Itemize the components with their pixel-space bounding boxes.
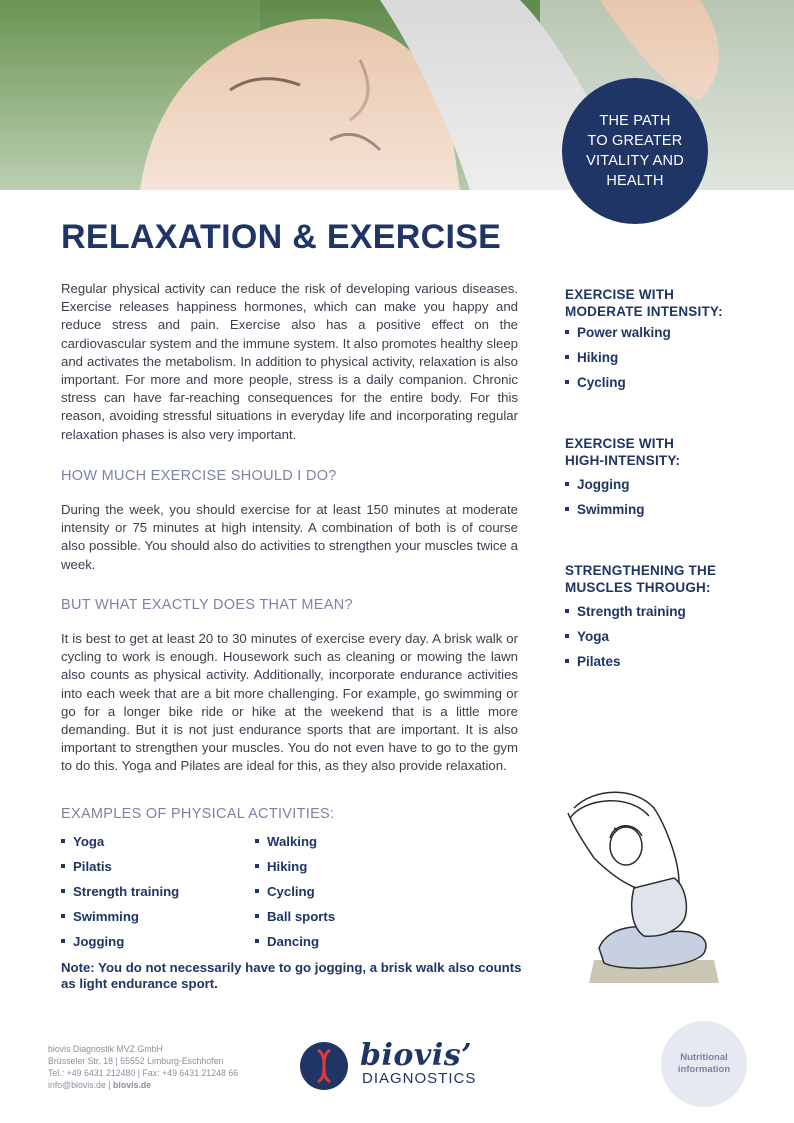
list-item: Yoga <box>565 628 686 653</box>
list-item: Strength training <box>61 883 179 908</box>
logo-wordmark: biovis’ <box>360 1038 473 1073</box>
list-item: Hiking <box>255 858 335 883</box>
list-item: Walking <box>255 833 335 858</box>
company-contact <box>48 1079 238 1091</box>
sidebar-heading-moderate <box>565 286 755 320</box>
sidebar-list-strength <box>565 603 686 678</box>
section-heading-how-much: HOW MUCH EXERCISE SHOULD I DO? <box>61 468 337 484</box>
list-item: Swimming <box>61 908 179 933</box>
section-text-how-much: During the week, you should exercise for at least 150 minutes at moderate intensity or 75 minutes at high intensity. A combination of both is of course also possible. You should also do activities to strengthen your muscles twice a week. <box>61 502 518 572</box>
section-text-what-means: It is best to get at least 20 to 30 minutes of exercise every day. A brisk walk or cycling to work is enough. Housework such as cleaning or mowing the lawn also counts as physical activity. Additionally, incorporate endurance activities into each week that are a bit more challenging. For example, go swimming or go for a longer bike ride or hike at the weekend that is a little more demanding. But it is not just endurance sports that are important. It is also important to strengthen your muscles. You do not even have to go to the gym to do this. Yoga and Pilates are ideal for this, as they also provide relaxation. <box>61 631 518 774</box>
page-title: RELAXATION & EXERCISE <box>61 218 502 256</box>
badge-line: HEALTH <box>606 173 664 189</box>
heading-line: EXERCISE WITH <box>565 287 675 302</box>
list-item: Dancing <box>255 933 335 958</box>
list-item: Swimming <box>565 501 645 526</box>
list-item: Yoga <box>61 833 179 858</box>
heading-line: MUSCLES THROUGH: <box>565 580 711 595</box>
heading-line: HIGH-INTENSITY: <box>565 453 681 468</box>
examples-list-col1 <box>61 833 179 958</box>
list-item: Cycling <box>255 883 335 908</box>
company-name: biovis Diagnostik MVZ GmbH <box>48 1044 163 1054</box>
examples-list-col2 <box>255 833 335 958</box>
category-badge <box>661 1021 747 1107</box>
sidebar-list-moderate <box>565 324 671 399</box>
list-item: Ball sports <box>255 908 335 933</box>
category-line: information <box>677 1064 731 1075</box>
list-item: Cycling <box>565 374 671 399</box>
note-line: as light endurance sport. <box>61 976 218 991</box>
sidebar-heading-strength <box>565 562 755 596</box>
heading-line: MODERATE INTENSITY: <box>565 304 723 319</box>
list-item: Power walking <box>565 324 671 349</box>
section-heading-what-means: BUT WHAT EXACTLY DOES THAT MEAN? <box>61 597 353 613</box>
sidebar-list-high <box>565 476 645 526</box>
list-item: Hiking <box>565 349 671 374</box>
sidebar-heading-high <box>565 435 755 469</box>
note <box>61 960 531 992</box>
intro-paragraph: Regular physical activity can reduce the risk of developing various diseases. Exercise releases happiness hormones, which can make you happy and reduce stress and pain. Exercise also has a positive effect on the cardiovascular system and the immune system. It also promotes healthy sleep and activates the metabolism. In addition to physical activity, relaxation is also important. For more and more people, stress is a daily companion. Chronic stress can have far-reaching consequences for the entire body. For this reason, avoiding stressful situations in everyday life and incorporating regular relaxation phases is also very important. <box>61 281 518 442</box>
list-item: Pilatis <box>61 858 179 883</box>
dna-logo-icon <box>300 1042 348 1090</box>
list-item: Jogging <box>61 933 179 958</box>
note-line: Note: You do not necessarily have to go jogging, a brisk walk also counts <box>61 960 522 975</box>
footer-address <box>48 1043 238 1091</box>
badge-line: TO GREATER <box>587 133 683 149</box>
badge-line: VITALITY AND <box>586 153 684 169</box>
company-address: Brüsseler Str. 18 | 65552 Limburg-Eschhofen <box>48 1056 224 1066</box>
examples-heading: EXAMPLES OF PHYSICAL ACTIVITIES: <box>61 806 335 822</box>
list-item: Strength training <box>565 603 686 628</box>
email-link[interactable]: info@biovis.de <box>48 1080 106 1090</box>
yoga-woman-illustration <box>554 788 734 988</box>
list-item: Jogging <box>565 476 645 501</box>
badge-line: THE PATH <box>599 113 671 129</box>
tagline-badge <box>562 78 708 224</box>
heading-line: STRENGTHENING THE <box>565 563 717 578</box>
contact-separator: | <box>105 1080 114 1090</box>
company-phone: Tel.: +49 6431 212480 | Fax: +49 6431 21248 66 <box>48 1068 239 1078</box>
logo-subtitle: DIAGNOSTICS <box>362 1070 477 1087</box>
category-line: Nutritional <box>680 1052 728 1063</box>
list-item: Pilates <box>565 653 686 678</box>
web-link[interactable]: biovis.de <box>113 1080 152 1090</box>
heading-line: EXERCISE WITH <box>565 436 675 451</box>
biovis-logo <box>300 1040 500 1092</box>
